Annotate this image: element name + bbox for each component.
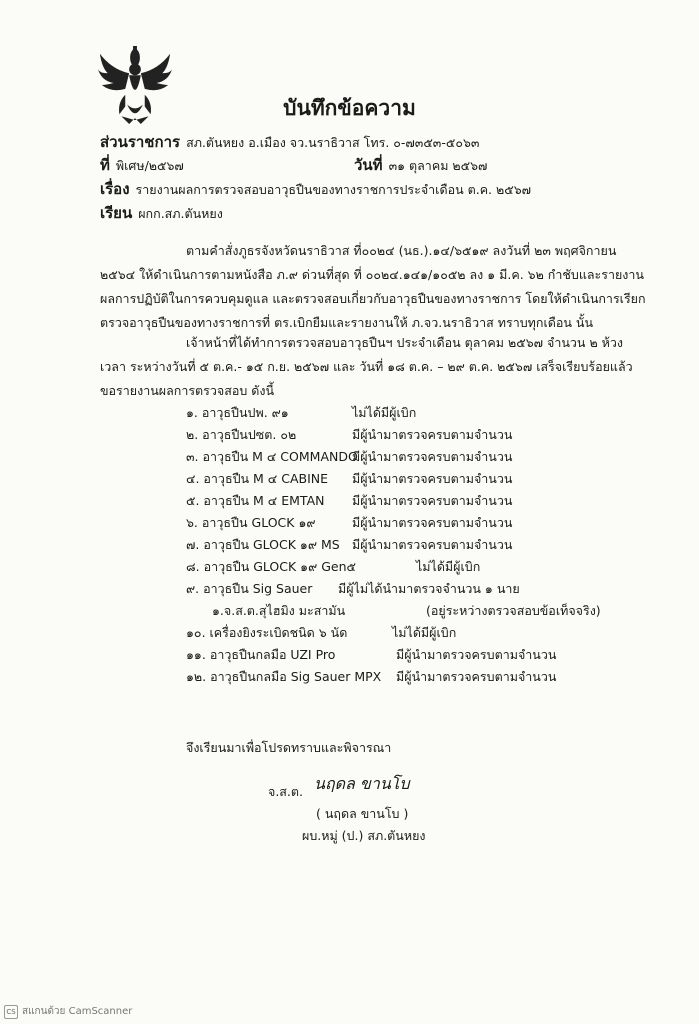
item-status: มีผู้นำมาตรวจครบตามจำนวน [352, 515, 513, 530]
handwritten-signature: นฤดล ขานโบ [314, 774, 410, 793]
list-item [186, 645, 557, 665]
agency-label: ส่วนราชการ [100, 133, 181, 151]
paragraph-2-line: เจ้าหน้าที่ได้ทำการตรวจสอบอาวุธปืนฯ ประจำเดือน ตุลาคม ๒๕๖๗ จำนวน ๒ ห้วง [186, 335, 624, 350]
paragraph-1-line: ผลการปฏิบัติในการควบคุมดูแล และตรวจสอบเกี่ยวกับอาวุธปืนของทางราชการ โดยให้ดำเนินการเรียก [100, 291, 646, 306]
item-name: ๕. อาวุธปืน M ๔ EMTAN [186, 493, 325, 508]
closing-line: จึงเรียนมาเพื่อโปรดทราบและพิจารณา [186, 740, 392, 755]
list-item [212, 601, 601, 621]
subject-label: เรื่อง [100, 180, 130, 198]
item-status: มีผู้นำมาตรวจครบตามจำนวน [352, 471, 513, 486]
date-value: ๓๑ ตุลาคม ๒๕๖๗ [388, 158, 488, 173]
scanner-text: สแกนด้วย CamScanner [22, 1006, 133, 1017]
list-item [186, 491, 513, 511]
agency-value: สภ.ตันหยง อ.เมือง จว.นราธิวาส โทร. ๐-๗๓๕๓-๕๐๖๓ [186, 135, 480, 150]
item-status: มีผู้นำมาตรวจครบตามจำนวน [352, 493, 513, 508]
item-name: ๔. อาวุธปืน M ๔ CABINE [186, 471, 329, 486]
item-status: มีผู้นำมาตรวจครบตามจำนวน [352, 449, 513, 464]
subject-value: รายงานผลการตรวจสอบอาวุธปืนของทางราชการประจำเดือน ต.ค. ๒๕๖๗ [135, 182, 532, 197]
item-name: ๓. อาวุธปืน M ๔ COMMANDO [186, 449, 358, 464]
item-status: มีผู้นำมาตรวจครบตามจำนวน [352, 427, 513, 442]
paragraph-2-line: เวลา ระหว่างวันที่ ๕ ต.ค.- ๑๕ ก.ย. ๒๕๖๗ และ วันที่ ๑๘ ต.ค. – ๒๙ ต.ค. ๒๕๖๗ เสร็จเรียบร้อยแล้ว [100, 359, 633, 374]
item-name: ๖. อาวุธปืน GLOCK ๑๙ [186, 515, 316, 530]
paragraph-2-line: ขอรายงานผลการตรวจสอบ ดังนี้ [100, 383, 275, 398]
item-name: ๒. อาวุธปืนปซต. ๐๒ [186, 427, 297, 442]
list-item [186, 513, 513, 533]
reference-line [100, 153, 184, 177]
item-status: ไม่ได้มีผู้เบิก [392, 625, 457, 640]
agency-line [100, 130, 479, 154]
item-name: ๑๐. เครื่องยิงระเบิดชนิด ๖ นัด [186, 625, 348, 640]
addressee-line [100, 201, 223, 225]
list-item [186, 403, 417, 423]
item-name: ๗. อาวุธปืน GLOCK ๑๙ MS [186, 537, 340, 552]
signer-position: ผบ.หมู่ (ป.) สภ.ตันหยง [302, 828, 426, 843]
paragraph-1-line: ตรวจอาวุธปืนของทางราชการที่ ตร.เบิกยืมและรายงานให้ ภ.จว.นราธิวาส ทราบทุกเดือน นั้น [100, 315, 593, 330]
list-item [186, 667, 557, 687]
date-label: วันที่ [354, 156, 383, 174]
addressee-label: เรียน [100, 204, 133, 222]
item-name: ๑.จ.ส.ต.สุไฮมิง มะสามัน [212, 603, 346, 618]
item-name: ๙. อาวุธปืน Sig Sauer [186, 581, 313, 596]
scanner-watermark [4, 1004, 132, 1019]
list-item [186, 469, 513, 489]
list-item [186, 623, 457, 643]
date-line [354, 153, 487, 177]
list-item [186, 447, 513, 467]
item-status: มีผู้นำมาตรวจครบตามจำนวน [396, 669, 557, 684]
item-status: (อยู่ระหว่างตรวจสอบข้อเท็จจริง) [426, 603, 601, 618]
item-name: ๑๑. อาวุธปืนกลมือ UZI Pro [186, 647, 336, 662]
reference-label: ที่ [100, 156, 110, 174]
memo-title: บันทึกข้อความ [283, 96, 416, 120]
subject-line [100, 177, 531, 201]
item-name: ๑. อาวุธปืนปพ. ๙๑ [186, 405, 289, 420]
paragraph-1-line: ๒๕๖๔ ให้ดำเนินการตามหนังสือ ภ.๙ ด่วนที่สุด ที่ ๐๐๒๔.๑๔๑/๑๐๕๒ ลง ๑ มี.ค. ๖๒ กำชับและรายงาน [100, 267, 644, 282]
item-status: ไม่ได้มีผู้เบิก [416, 559, 481, 574]
list-item [186, 425, 513, 445]
item-status: มีผู้นำมาตรวจครบตามจำนวน [352, 537, 513, 552]
camscanner-icon: CS [4, 1005, 18, 1019]
list-item [186, 535, 513, 555]
signature-rank: จ.ส.ต. [268, 784, 303, 799]
item-status: มีผู้ไม่ได้นำมาตรวจจำนวน ๑ นาย [338, 581, 520, 596]
paragraph-1-line: ตามคำสั่งภูธรจังหวัดนราธิวาส ที่๐๐๒๔ (นธ.).๑๔/๖๕๑๙ ลงวันที่ ๒๓ พฤศจิกายน [186, 243, 617, 258]
item-status: ไม่ได้มีผู้เบิก [352, 405, 417, 420]
item-name: ๑๒. อาวุธปืนกลมือ Sig Sauer MPX [186, 669, 382, 684]
addressee-value: ผกก.สภ.ตันหยง [138, 206, 223, 221]
list-item [186, 579, 520, 599]
item-name: ๘. อาวุธปืน GLOCK ๑๙ Gen๕ [186, 559, 356, 574]
item-status: มีผู้นำมาตรวจครบตามจำนวน [396, 647, 557, 662]
list-item [186, 557, 481, 577]
reference-value: พิเศษ/๒๕๖๗ [115, 158, 184, 173]
signer-name: ( นฤดล ขานโบ ) [316, 806, 409, 821]
